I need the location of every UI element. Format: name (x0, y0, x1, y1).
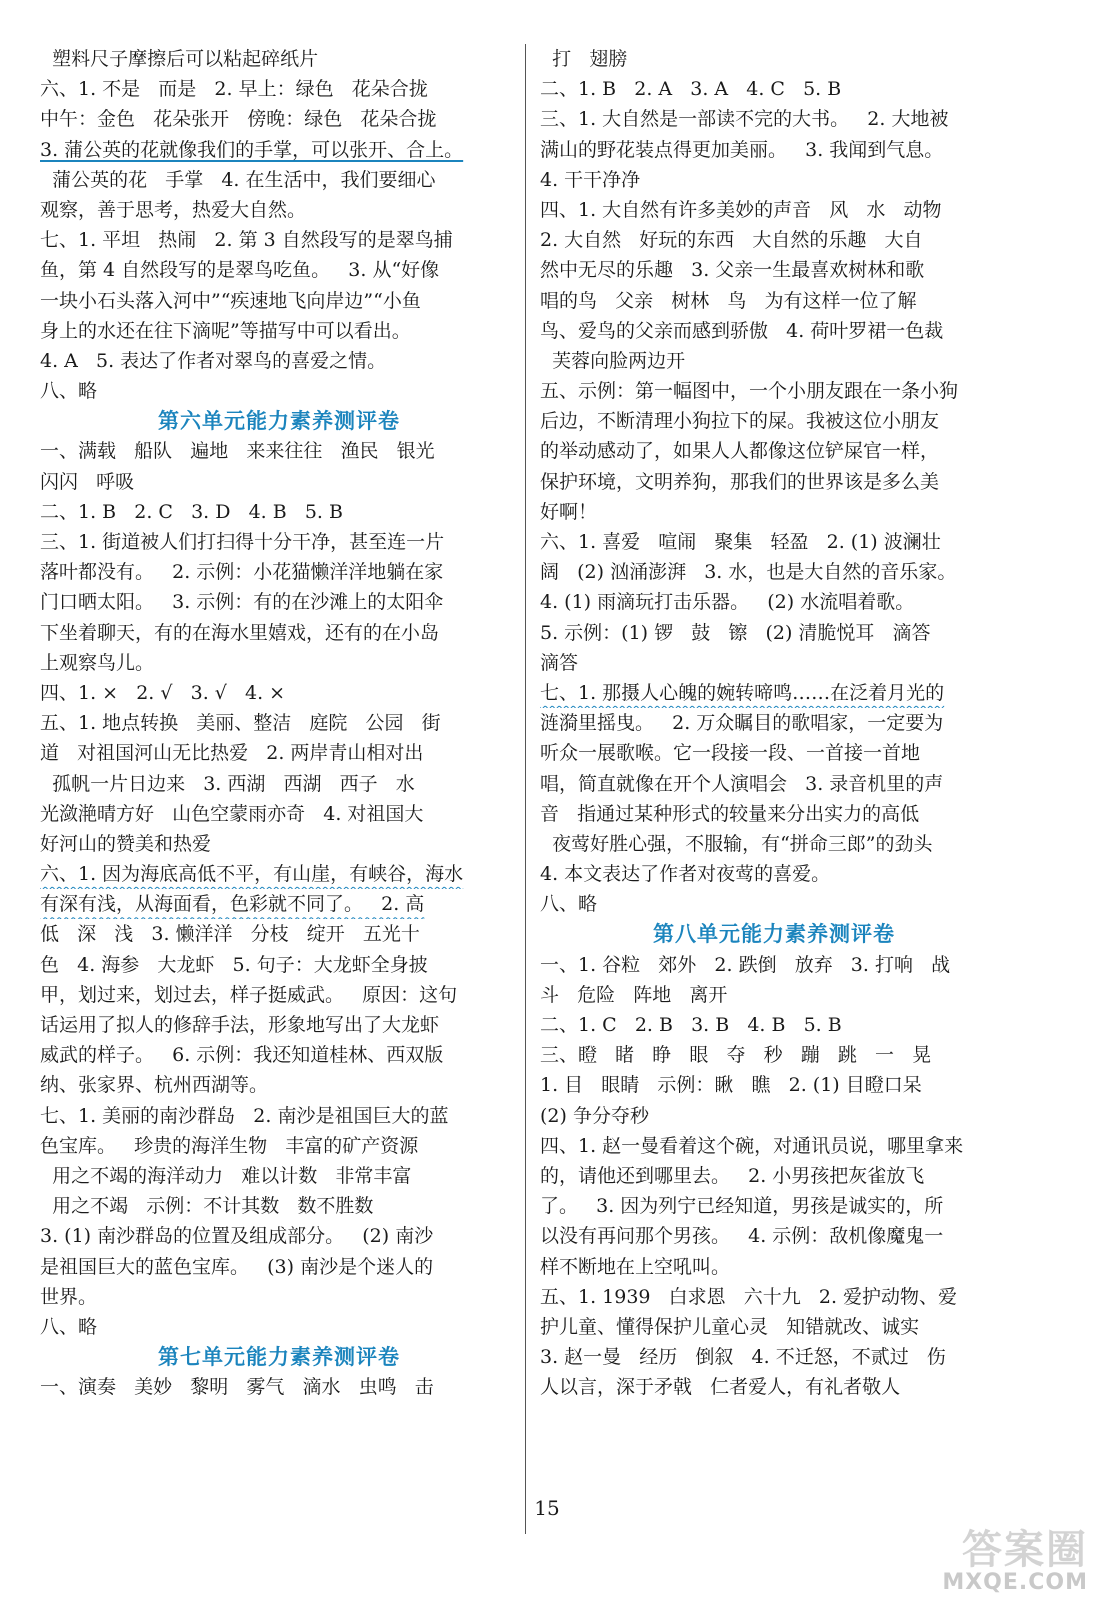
answer-line: 五、1. 1939 白求恩 六十九 2. 爱护动物、爱 (540, 1285, 958, 1308)
answer-line: 后边，不断清理小狗拉下的屎。我被这位小朋友 (540, 410, 940, 433)
answer-line: 二、1. C 2. B 3. B 4. B 5. B (540, 1014, 842, 1036)
answer-line: 七、1. 那摄人心魄的婉转啼鸣……在泛着月光的 (540, 681, 945, 704)
answer-line: 4. A 5. 表达了作者对翠鸟的喜爱之情。 (40, 349, 387, 372)
answer-line: 4. 本文表达了作者对夜莺的喜爱。 (540, 863, 831, 886)
answer-line: 闪闪 呼吸 (40, 470, 135, 493)
page-number: 15 (534, 1496, 560, 1520)
answer-line: 的，请他还到哪里去。 2. 小男孩把灰雀放飞 (540, 1164, 925, 1187)
answer-line: 鸟、爱鸟的父亲而感到骄傲 4. 荷叶罗裙一色裁 (540, 319, 944, 342)
answer-line: 道 对祖国河山无比热爱 2. 两岸青山相对出 (40, 742, 424, 765)
answer-line: 纳、张家界、杭州西湖等。 (40, 1074, 269, 1097)
answer-line: 四、1. 赵一曼看着这个碗，对通讯员说，哪里拿来 (540, 1134, 964, 1157)
answer-line: 六、1. 喜爱 喧闹 聚集 轻盈 2. (1) 波澜壮 (540, 531, 941, 553)
answer-line: 八、略 (540, 893, 598, 916)
answer-line: 芙蓉向脸两边开 (540, 349, 686, 372)
answer-line: 世界。 (40, 1285, 98, 1308)
answer-line: 四、1. 大自然有许多美妙的声音 风 水 动物 (540, 198, 942, 221)
answer-line: 三、1. 大自然是一部读不完的大书。 2. 大地被 (540, 108, 949, 131)
answer-line: 色宝库。 珍贵的海洋生物 丰富的矿产资源 (40, 1134, 419, 1157)
answer-line: 用之不竭 示例：不计其数 数不胜数 (40, 1195, 374, 1218)
answer-line: 斗 危险 阵地 离开 (540, 983, 728, 1006)
answer-line: 一块小石头落入河中”“疾速地飞向岸边”“小鱼 (40, 289, 421, 312)
answer-line: 观察，善于思考，热爱大自然。 (40, 198, 307, 221)
answer-line: 落叶都没有。 2. 示例：小花猫懒洋洋地躺在家 (40, 561, 444, 584)
answer-line: 是祖国巨大的蓝色宝库。 (3) 南沙是个迷人的 (40, 1255, 434, 1278)
answer-line: 五、1. 地点转换 美丽、整洁 庭院 公园 街 (40, 712, 441, 735)
answer-line: 孤帆一片日边来 3. 西湖 西湖 西子 水 (40, 772, 415, 795)
answer-line: 一、满载 船队 遍地 来来往往 渔民 银光 (40, 440, 435, 463)
answer-line: 1. 目 眼睛 示例：瞅 瞧 2. (1) 目瞪口呆 (540, 1074, 922, 1097)
answer-line: 夜莺好胜心强，不服输，有“拼命三郎”的劲头 (540, 832, 933, 855)
answer-line: 威武的样子。 6. 示例：我还知道桂林、西双版 (40, 1044, 444, 1067)
answer-line: 六、1. 不是 而是 2. 早上：绿色 花朵合拢 (40, 78, 428, 101)
answer-line: 好河山的赞美和热爱 (40, 832, 212, 855)
watermark-url: MXQE.COM (942, 1570, 1088, 1595)
answer-line: 下坐着聊天，有的在海水里嬉戏，还有的在小岛 (40, 621, 440, 644)
answer-line: 3. 蒲公英的花就像我们的手掌，可以张开、合上。 (40, 138, 464, 161)
answer-line: 打 翅膀 (540, 48, 628, 70)
answer-line: 上观察鸟儿。 (40, 651, 155, 674)
answer-line: 唱，简直就像在开个人演唱会 3. 录音机里的声 (540, 772, 944, 795)
answer-line: 一、演奏 美妙 黎明 雾气 滴水 虫鸣 击 (40, 1376, 434, 1399)
answer-line: 二、1. B 2. A 3. A 4. C 5. B (540, 78, 842, 101)
answer-line: 以没有再问那个男孩。 4. 示例：敌机像魔鬼一 (540, 1225, 944, 1248)
answer-line: 4. (1) 雨滴玩打击乐器。 (2) 水流唱着歌。 (540, 591, 915, 614)
answer-line: 有深有浅，从海面看，色彩就不同了。 2. 高 (40, 893, 425, 916)
answer-line: 门口晒太阳。 3. 示例：有的在沙滩上的太阳伞 (40, 591, 444, 614)
answer-line: 用之不竭的海洋动力 难以计数 非常丰富 (40, 1164, 412, 1187)
answer-line: 鱼，第 4 自然段写的是翠鸟吃鱼。 3. 从“好像 (40, 259, 440, 282)
answer-line: 四、1. × 2. √ 3. √ 4. × (40, 681, 286, 704)
answer-line: 保护环境，文明养狗，那我们的世界该是多么美 (540, 470, 940, 493)
answer-line: 五、示例：第一幅图中，一个小朋友跟在一条小狗 (540, 380, 959, 403)
answer-line: 人以言，深于矛戟 仁者爱人，有礼者敬人 (540, 1376, 901, 1399)
answer-line: 八、略 (40, 1315, 98, 1338)
answer-line: 七、1. 美丽的南沙群岛 2. 南沙是祖国巨大的蓝 (40, 1104, 449, 1127)
answer-line: 4. 干干净净 (540, 168, 641, 191)
answer-line: 六、1. 因为海底高低不平，有山崖，有峡谷，海水 (40, 863, 464, 886)
answer-line: 满山的野花装点得更加美丽。 3. 我闻到气息。 (540, 138, 944, 161)
answer-line: 话运用了拟人的修辞手法，形象地写出了大龙虾 (40, 1014, 440, 1036)
section-heading: 第八单元能力素养测评卷 (653, 922, 895, 947)
answer-line: 塑料尺子摩擦后可以粘起碎纸片 (40, 48, 319, 70)
answer-line: 的举动感动了，如果人人都像这位铲屎官一样， (540, 440, 940, 463)
answer-line: 三、瞪 睹 睁 眼 夺 秒 蹦 跳 一 晃 (540, 1044, 932, 1067)
answer-line: 色 4. 海参 大龙虾 5. 句子：大龙虾全身披 (40, 953, 428, 976)
answer-line: 护儿童、懂得保护儿童心灵 知错就改、诚实 (540, 1315, 920, 1338)
answer-line: 三、1. 街道被人们打扫得十分干净，甚至连一片 (40, 531, 445, 553)
watermark-logo (880, 1528, 1088, 1596)
answer-line: 低 深 浅 3. 懒洋洋 分枝 绽开 五光十 (40, 923, 420, 946)
answer-line: 一、1. 谷粒 郊外 2. 跌倒 放弃 3. 打响 战 (540, 953, 951, 976)
answer-line: 甲，划过来，划过去，样子挺威武。 原因：这句 (40, 983, 458, 1006)
answer-line: 滴答 (540, 651, 579, 674)
answer-line: 好啊！ (540, 500, 598, 523)
answer-line: 蒲公英的花 手掌 4. 在生活中，我们要细心 (40, 168, 436, 191)
answer-line: 了。 3. 因为列宁已经知道，男孩是诚实的，所 (540, 1195, 944, 1218)
column-divider (525, 44, 526, 1534)
section-heading: 第六单元能力素养测评卷 (158, 409, 400, 434)
answer-line: 二、1. B 2. C 3. D 4. B 5. B (40, 500, 343, 523)
answer-column-left (40, 44, 518, 1402)
answer-line: 涟漪里摇曳。 2. 万众瞩目的歌唱家，一定要为 (540, 712, 944, 735)
section-heading: 第七单元能力素养测评卷 (158, 1345, 400, 1370)
answer-line: 听众一展歌喉。它一段接一段、一首接一首地 (540, 742, 921, 765)
answer-line: 样不断地在上空吼叫。 (540, 1255, 731, 1278)
answer-line: 2. 大自然 好玩的东西 大自然的乐趣 大自 (540, 229, 923, 252)
answer-line: 七、1. 平坦 热闹 2. 第 3 自然段写的是翠鸟捕 (40, 229, 453, 252)
answer-column-right (540, 44, 1008, 1402)
answer-line: 阔 (2) 汹涌澎湃 3. 水，也是大自然的音乐家。 (540, 561, 957, 584)
answer-line: 3. 赵一曼 经历 倒叙 4. 不迁怒，不贰过 伤 (540, 1346, 946, 1369)
answer-line: 然中无尽的乐趣 3. 父亲一生最喜欢树林和歌 (540, 259, 925, 282)
answer-line: (2) 争分夺秒 (540, 1104, 649, 1127)
answer-line: 光潋滟晴方好 山色空蒙雨亦奇 4. 对祖国大 (40, 802, 424, 825)
watermark-logo-text: 答案圈 (962, 1527, 1088, 1573)
answer-line: 3. (1) 南沙群岛的位置及组成部分。 (2) 南沙 (40, 1225, 434, 1248)
answer-line: 唱的鸟 父亲 树林 鸟 为有这样一位了解 (540, 289, 917, 312)
answer-line: 中午：金色 花朵张开 傍晚：绿色 花朵合拢 (40, 108, 437, 131)
answer-line: 5. 示例：(1) 锣 鼓 镲 (2) 清脆悦耳 滴答 (540, 621, 931, 644)
answer-line: 八、略 (40, 380, 98, 403)
answer-line: 音 指通过某种形式的较量来分出实力的高低 (540, 802, 920, 825)
answer-line: 身上的水还在往下滴呢”等描写中可以看出。 (40, 319, 411, 342)
